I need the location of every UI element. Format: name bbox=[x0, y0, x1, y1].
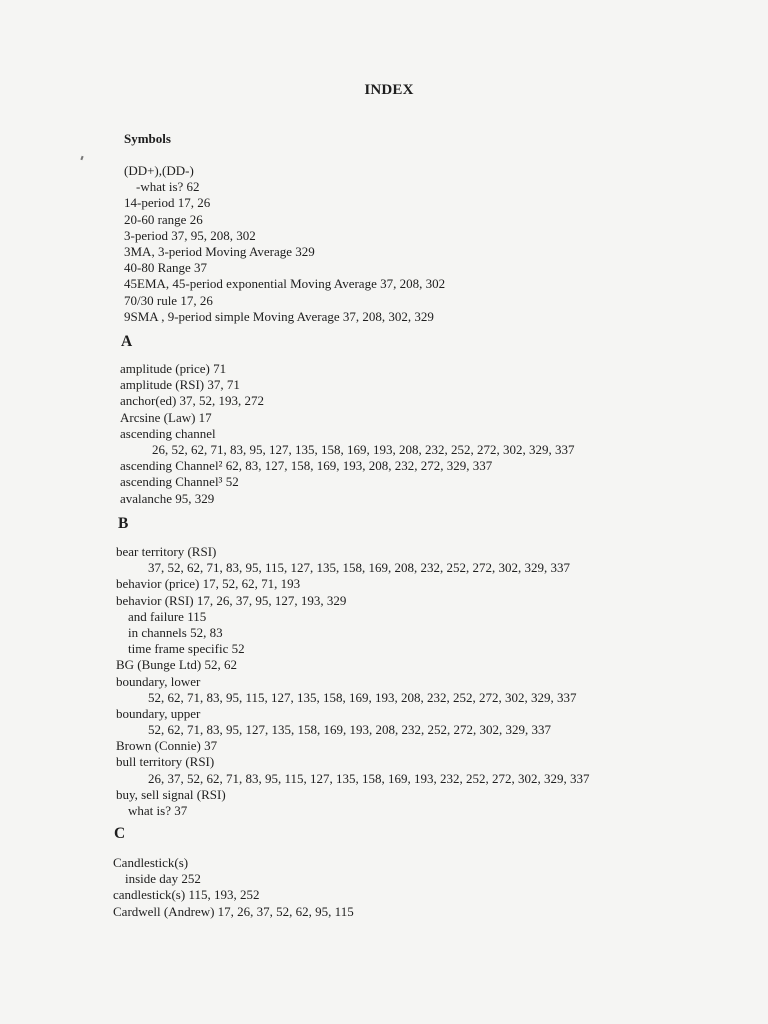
index-entry: ascending channel bbox=[120, 425, 216, 441]
section-letter-c: C bbox=[114, 825, 126, 842]
index-entry: amplitude (RSI) 37, 71 bbox=[120, 377, 240, 393]
index-entry: anchor(ed) 37, 52, 193, 272 bbox=[120, 393, 265, 409]
index-entry: candlestick(s) 115, 193, 252 bbox=[113, 887, 260, 903]
index-entry: boundary, upper bbox=[116, 705, 201, 721]
symbols-entries bbox=[124, 163, 445, 325]
index-entry: avalanche 95, 329 bbox=[120, 490, 215, 506]
index-entry: boundary, lower bbox=[116, 673, 201, 689]
index-subentry: what is? 37 bbox=[128, 803, 188, 818]
index-entry: ascending Channel³ 52 bbox=[120, 474, 239, 490]
index-subentry: inside day 252 bbox=[125, 871, 201, 887]
index-entry: 45EMA, 45-period exponential Moving Average 37, 208, 302 bbox=[124, 276, 446, 292]
index-subentry: time frame specific 52 bbox=[128, 641, 245, 657]
index-entry: 3MA, 3-period Moving Average 329 bbox=[124, 243, 315, 259]
section-letter-a: A bbox=[121, 333, 133, 350]
index-entry: 70/30 rule 17, 26 bbox=[124, 292, 213, 308]
index-entry: ascending Channel² 62, 83, 127, 158, 169, 193, 208, 232, 272, 329, 337 bbox=[120, 458, 493, 474]
index-entry: BG (Bunge Ltd) 52, 62 bbox=[116, 657, 237, 673]
index-entry: 20-60 range 26 bbox=[124, 211, 203, 227]
section-b-entries bbox=[116, 544, 590, 819]
index-entry: (DD+),(DD-) bbox=[124, 163, 194, 178]
stray-mark bbox=[80, 156, 83, 160]
index-entry: bull territory (RSI) bbox=[116, 754, 215, 770]
index-entry: behavior (RSI) 17, 26, 37, 95, 127, 193, 329 bbox=[116, 592, 347, 608]
index-entry: 40-80 Range 37 bbox=[124, 260, 208, 276]
index-subentry: and failure 115 bbox=[128, 608, 207, 624]
index-entry: Cardwell (Andrew) 17, 26, 37, 52, 62, 95, 115 bbox=[113, 903, 354, 919]
section-a-entries bbox=[120, 361, 575, 507]
index-entry: behavior (price) 17, 52, 62, 71, 193 bbox=[116, 576, 301, 592]
section-heading-symbols: Symbols bbox=[124, 131, 171, 146]
page-numbers: 26, 52, 62, 71, 83, 95, 127, 135, 158, 169, 193, 208, 232, 252, 272, 302, 329, 337 bbox=[152, 441, 575, 457]
index-entry: 14-period 17, 26 bbox=[124, 195, 211, 211]
index-entry: Candlestick(s) bbox=[113, 855, 189, 870]
section-c-entries bbox=[113, 855, 354, 920]
index-entry: Brown (Connie) 37 bbox=[116, 738, 218, 754]
index-entry: amplitude (price) 71 bbox=[120, 361, 227, 376]
section-letter-b: B bbox=[118, 515, 129, 532]
page-numbers: 52, 62, 71, 83, 95, 115, 127, 135, 158, 169, 193, 208, 232, 252, 272, 302, 329, 337 bbox=[148, 689, 577, 705]
index-entry: Arcsine (Law) 17 bbox=[120, 409, 212, 425]
index-subentry: -what is? 62 bbox=[136, 179, 200, 195]
page-title: INDEX bbox=[364, 82, 414, 98]
page-numbers: 37, 52, 62, 71, 83, 95, 115, 127, 135, 158, 169, 208, 232, 252, 272, 302, 329, 337 bbox=[148, 560, 571, 576]
index-subentry: in channels 52, 83 bbox=[128, 624, 223, 640]
page-numbers: 26, 37, 52, 62, 71, 83, 95, 115, 127, 135, 158, 169, 193, 232, 252, 272, 302, 329, 337 bbox=[148, 770, 590, 786]
index-entry: 3-period 37, 95, 208, 302 bbox=[124, 227, 256, 243]
page-numbers: 52, 62, 71, 83, 95, 127, 135, 158, 169, 193, 208, 232, 252, 272, 302, 329, 337 bbox=[148, 722, 551, 738]
index-entry: 9SMA , 9-period simple Moving Average 37, 208, 302, 329 bbox=[124, 308, 434, 324]
index-entry: buy, sell signal (RSI) bbox=[116, 786, 226, 802]
index-entry: bear territory (RSI) bbox=[116, 544, 217, 559]
